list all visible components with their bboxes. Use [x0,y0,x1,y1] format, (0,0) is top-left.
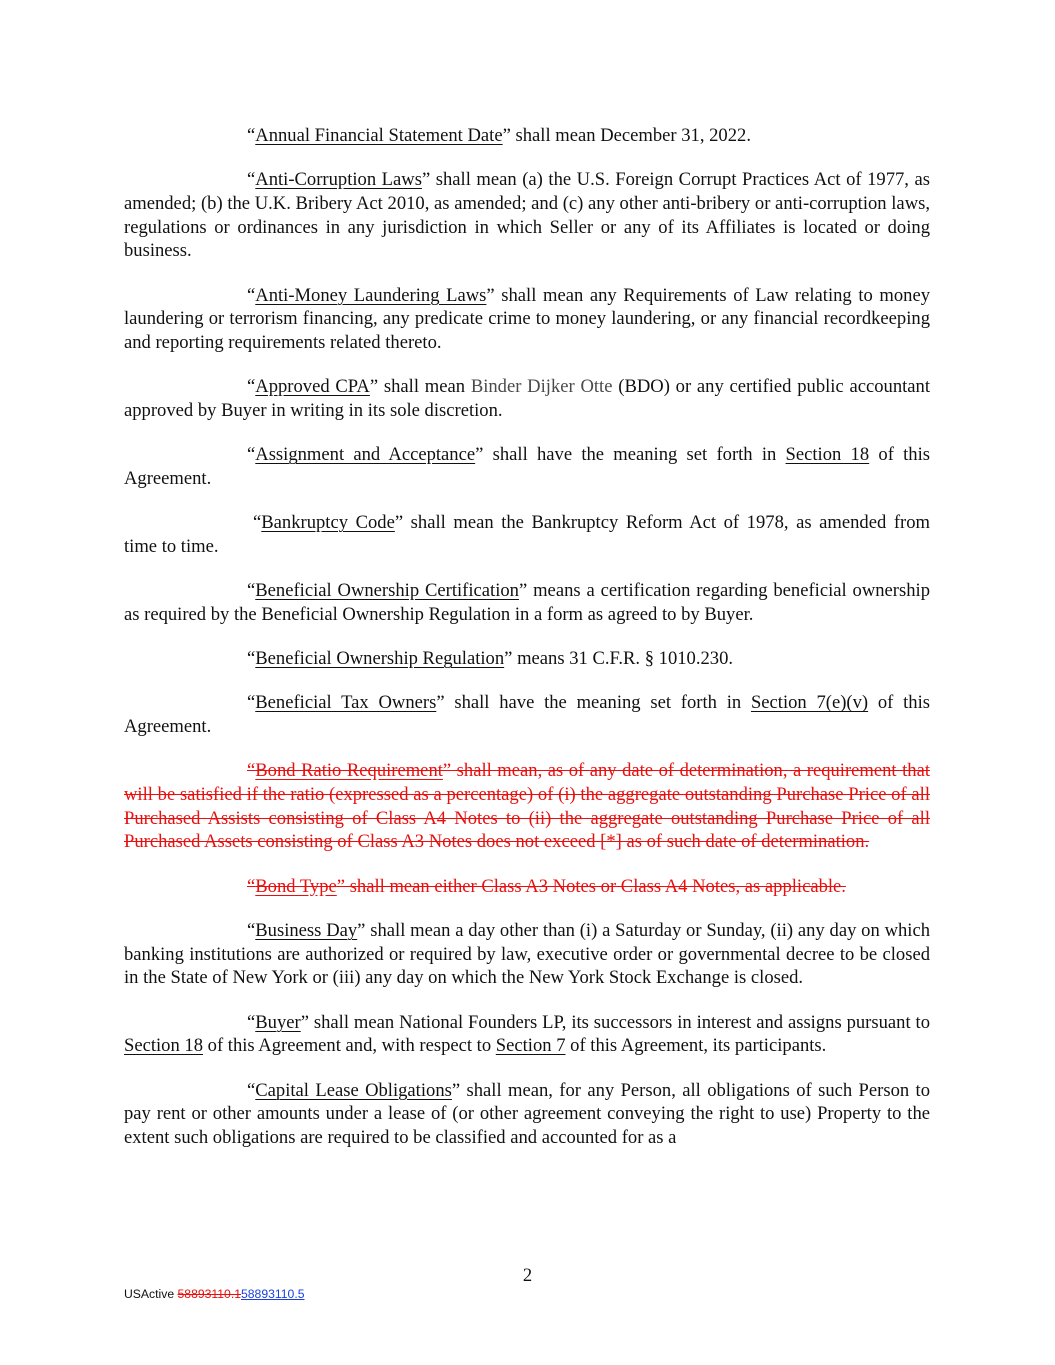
definition-anti-money-laundering-laws: “Anti-Money Laundering Laws” shall mean any Requirements of Law relating to money laundering or terrorism financing, any predicate crime to money laundering, or any financial recordkeeping and reporting requirements related thereto. [124,284,930,353]
footer-label: USActive [124,1287,178,1301]
defined-term: Business Day [255,920,358,942]
defined-term: Approved CPA [255,376,370,398]
definition-beneficial-tax-owners: “Beneficial Tax Owners” shall have the meaning set forth in Section 7(e)(v) of this Agreement. [124,692,930,738]
definition-annual-financial-statement-date: “Annual Financial Statement Date” shall mean December 31, 2022. [247,125,751,146]
section-reference[interactable]: Section 7 [495,1035,566,1057]
defined-term: Anti-Money Laundering Laws [255,284,487,306]
auditor-name: Binder Dijker Otte [470,376,613,398]
defined-term: Beneficial Tax Owners [255,692,437,714]
defined-term: Annual Financial Statement Date [255,125,503,146]
definition-capital-lease-obligations: “Capital Lease Obligations” shall mean, for any Person, all obligations of such Person to pay rent or other amounts under a lease of (or other agreement conveying the right to use) Property to the extent such obligations are required to be classified and accounted for as a [124,1079,931,1148]
definition-business-day: “Business Day” shall mean a day other than (i) a Saturday or Sunday, (ii) any day on which banking institutions are authorized or required by law, executive order or governmental decree to be closed in the State of New York or (iii) any day on which the New York Stock Exchange is closed. [124,920,931,989]
definition-beneficial-ownership-certification: “Beneficial Ownership Certification” means a certification regarding beneficial ownership as required by the Beneficial Ownership Regulation in a form as agreed to by Buyer. [124,580,930,625]
defined-term: Capital Lease Obligations [255,1079,452,1101]
defined-term: Beneficial Ownership Certification [255,580,519,602]
defined-term: Anti-Corruption Laws [255,169,422,191]
definition-bankruptcy-code: “Bankruptcy Code” shall mean the Bankruptcy Reform Act of 1978, as amended from time to time. [124,512,930,557]
footer-inserted-id: 58893110.5 [241,1287,305,1301]
document-footer-id [124,1287,304,1301]
defined-term: Bond Ratio Requirement [255,760,443,782]
deleted-definition-bond-type: “Bond Type” shall mean either Class A3 Notes or Class A4 Notes, as applicable. [247,875,846,897]
page-number: 2 [522,1265,533,1286]
document-body [124,124,930,1170]
definition-approved-cpa: “Approved CPA” shall mean Binder Dijker Otte (BDO) or any certified public accountant approved by Buyer in writing in its sole discretion. [124,376,931,421]
definition-beneficial-ownership-regulation: “Beneficial Ownership Regulation” means 31 C.F.R. § 1010.230. [247,648,734,670]
defined-term: Bond Type [255,875,337,897]
section-reference[interactable]: Section 18 [124,1035,204,1057]
definition-buyer: “Buyer” shall mean National Founders LP, its successors in interest and assigns pursuant to Section 18 of this Agreement and, with respect to Section 7 of this Agreement, its participants. [124,1011,930,1057]
footer-deleted-id: 58893110.1 [177,1287,241,1301]
defined-term: Buyer [255,1011,301,1033]
deleted-definition-bond-ratio-requirement: “Bond Ratio Requirement” shall mean, as of any date of determination, a requirement that will be satisfied if the ratio (expressed as a percentage) of (i) the aggregate outstanding Purchase Price of all Purchased Assists consisting of Class A4 Notes to (ii) the aggregate outstanding Purchase Price of all Purchased Assets consisting of Class A3 Notes does not exceed [*] as of such date of determination. [124,760,930,853]
definition-anti-corruption-laws: “Anti-Corruption Laws” shall mean (a) the U.S. Foreign Corrupt Practices Act of 1977, as amended; (b) the U.K. Bribery Act 2010, as amended; and (c) any other anti-bribery or anti-corruption laws, regulations or ordinances in any jurisdiction in which Seller or any of its Affiliates is located or doing business. [124,169,930,262]
defined-term: Beneficial Ownership Regulation [255,648,505,670]
defined-term: Bankruptcy Code [261,512,395,534]
section-reference[interactable]: Section 7(e)(v) [750,692,869,714]
defined-term: Assignment and Acceptance [255,444,476,466]
definition-assignment-and-acceptance: “Assignment and Acceptance” shall have the meaning set forth in Section 18 of this Agreement. [124,444,930,489]
section-reference[interactable]: Section 18 [785,444,870,466]
